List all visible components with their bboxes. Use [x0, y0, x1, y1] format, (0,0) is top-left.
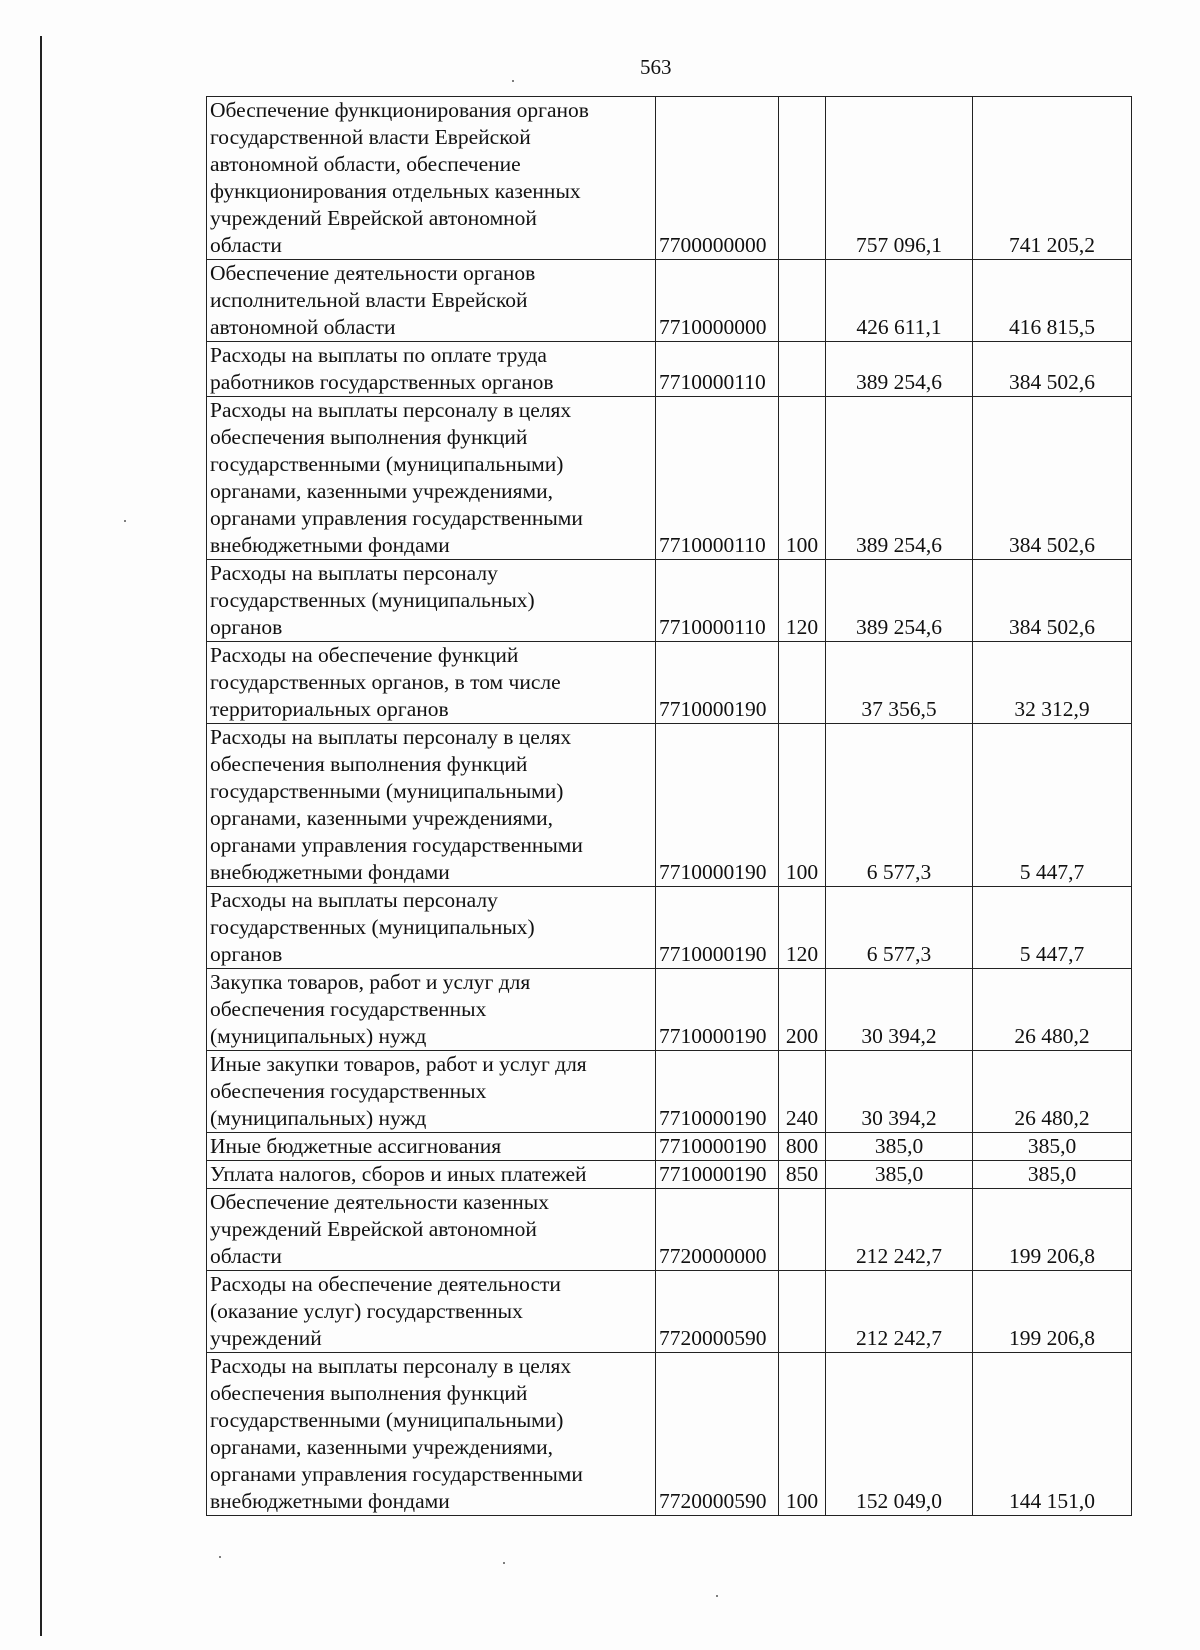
row-value-2: 384 502,6 — [973, 342, 1132, 397]
budget-table-body — [207, 97, 1132, 1516]
row-value-1: 389 254,6 — [826, 560, 973, 642]
row-value-2: 26 480,2 — [973, 969, 1132, 1051]
row-vr: 100 — [779, 724, 826, 887]
scan-speck — [716, 1595, 718, 1597]
table-row — [207, 97, 1132, 260]
row-value-1: 385,0 — [826, 1161, 973, 1189]
scan-speck — [503, 1562, 505, 1564]
row-code: 7700000000 — [656, 97, 779, 260]
row-code: 7710000190 — [656, 1133, 779, 1161]
row-name: Обеспечение функционирования органов государственной власти Еврейской автономной области, обеспечение функционирования отдельных казенных учреждений Еврейской автономной области — [207, 97, 656, 260]
row-value-2: 385,0 — [973, 1161, 1132, 1189]
row-value-2: 199 206,8 — [973, 1271, 1132, 1353]
table-row — [207, 1271, 1132, 1353]
row-code: 7720000590 — [656, 1353, 779, 1516]
row-vr: 240 — [779, 1051, 826, 1133]
table-row — [207, 1189, 1132, 1271]
table-row — [207, 1353, 1132, 1516]
row-vr — [779, 1271, 826, 1353]
row-value-1: 757 096,1 — [826, 97, 973, 260]
row-value-2: 385,0 — [973, 1133, 1132, 1161]
table-row — [207, 969, 1132, 1051]
row-name: Закупка товаров, работ и услуг для обеспечения государственных (муниципальных) нужд — [207, 969, 656, 1051]
row-value-2: 26 480,2 — [973, 1051, 1132, 1133]
row-code: 7710000110 — [656, 342, 779, 397]
row-vr: 120 — [779, 560, 826, 642]
row-value-2: 5 447,7 — [973, 887, 1132, 969]
table-row — [207, 642, 1132, 724]
row-value-1: 389 254,6 — [826, 397, 973, 560]
row-vr: 100 — [779, 1353, 826, 1516]
scan-speck — [124, 520, 126, 522]
row-name: Расходы на выплаты персоналу в целях обеспечения выполнения функций государственными (муниципальными) органами, казенными учреждениями, органами управления государственными внебюджетными фондами — [207, 397, 656, 560]
row-name: Расходы на выплаты персоналу в целях обеспечения выполнения функций государственными (муниципальными) органами, казенными учреждениями, органами управления государственными внебюджетными фондами — [207, 1353, 656, 1516]
row-code: 7710000110 — [656, 397, 779, 560]
row-value-1: 385,0 — [826, 1133, 973, 1161]
row-value-2: 741 205,2 — [973, 97, 1132, 260]
row-vr: 850 — [779, 1161, 826, 1189]
row-code: 7710000190 — [656, 1161, 779, 1189]
table-row — [207, 887, 1132, 969]
row-name: Расходы на выплаты персоналу государственных (муниципальных) органов — [207, 560, 656, 642]
row-name: Расходы на выплаты по оплате труда работников государственных органов — [207, 342, 656, 397]
row-value-2: 32 312,9 — [973, 642, 1132, 724]
row-vr — [779, 97, 826, 260]
table-row — [207, 397, 1132, 560]
table-row — [207, 724, 1132, 887]
row-name: Расходы на обеспечение функций государственных органов, в том числе территориальных органов — [207, 642, 656, 724]
row-value-1: 30 394,2 — [826, 969, 973, 1051]
row-value-2: 416 815,5 — [973, 260, 1132, 342]
row-value-1: 426 611,1 — [826, 260, 973, 342]
row-name: Иные бюджетные ассигнования — [207, 1133, 656, 1161]
row-name: Обеспечение деятельности органов исполнительной власти Еврейской автономной области — [207, 260, 656, 342]
table-row — [207, 560, 1132, 642]
row-value-2: 384 502,6 — [973, 560, 1132, 642]
row-code: 7710000190 — [656, 642, 779, 724]
page-number: 563 — [640, 55, 672, 79]
row-code: 7710000000 — [656, 260, 779, 342]
row-value-2: 199 206,8 — [973, 1189, 1132, 1271]
row-vr: 120 — [779, 887, 826, 969]
row-vr — [779, 260, 826, 342]
table-row — [207, 342, 1132, 397]
row-name: Расходы на выплаты персоналу государственных (муниципальных) органов — [207, 887, 656, 969]
table-row — [207, 1133, 1132, 1161]
row-name: Иные закупки товаров, работ и услуг для обеспечения государственных (муниципальных) нужд — [207, 1051, 656, 1133]
row-value-1: 30 394,2 — [826, 1051, 973, 1133]
row-code: 7710000190 — [656, 1051, 779, 1133]
row-name: Уплата налогов, сборов и иных платежей — [207, 1161, 656, 1189]
row-value-1: 6 577,3 — [826, 724, 973, 887]
row-code: 7710000190 — [656, 887, 779, 969]
row-value-2: 144 151,0 — [973, 1353, 1132, 1516]
row-value-2: 384 502,6 — [973, 397, 1132, 560]
row-name: Расходы на обеспечение деятельности (оказание услуг) государственных учреждений — [207, 1271, 656, 1353]
budget-table — [206, 96, 1132, 1516]
row-code: 7710000110 — [656, 560, 779, 642]
scan-speck — [219, 1556, 221, 1558]
binding-margin-line — [40, 36, 42, 1636]
row-value-1: 152 049,0 — [826, 1353, 973, 1516]
row-vr: 800 — [779, 1133, 826, 1161]
row-vr — [779, 342, 826, 397]
row-value-1: 37 356,5 — [826, 642, 973, 724]
table-row — [207, 260, 1132, 342]
table-row — [207, 1051, 1132, 1133]
row-vr: 200 — [779, 969, 826, 1051]
row-code: 7710000190 — [656, 724, 779, 887]
row-vr — [779, 642, 826, 724]
row-value-1: 6 577,3 — [826, 887, 973, 969]
scan-speck — [512, 80, 514, 82]
row-value-1: 212 242,7 — [826, 1271, 973, 1353]
row-value-1: 389 254,6 — [826, 342, 973, 397]
row-code: 7710000190 — [656, 969, 779, 1051]
row-value-2: 5 447,7 — [973, 724, 1132, 887]
table-row — [207, 1161, 1132, 1189]
row-vr — [779, 1189, 826, 1271]
row-code: 7720000000 — [656, 1189, 779, 1271]
row-vr: 100 — [779, 397, 826, 560]
row-name: Расходы на выплаты персоналу в целях обеспечения выполнения функций государственными (муниципальными) органами, казенными учреждениями, органами управления государственными внебюджетными фондами — [207, 724, 656, 887]
row-name: Обеспечение деятельности казенных учреждений Еврейской автономной области — [207, 1189, 656, 1271]
row-code: 7720000590 — [656, 1271, 779, 1353]
row-value-1: 212 242,7 — [826, 1189, 973, 1271]
